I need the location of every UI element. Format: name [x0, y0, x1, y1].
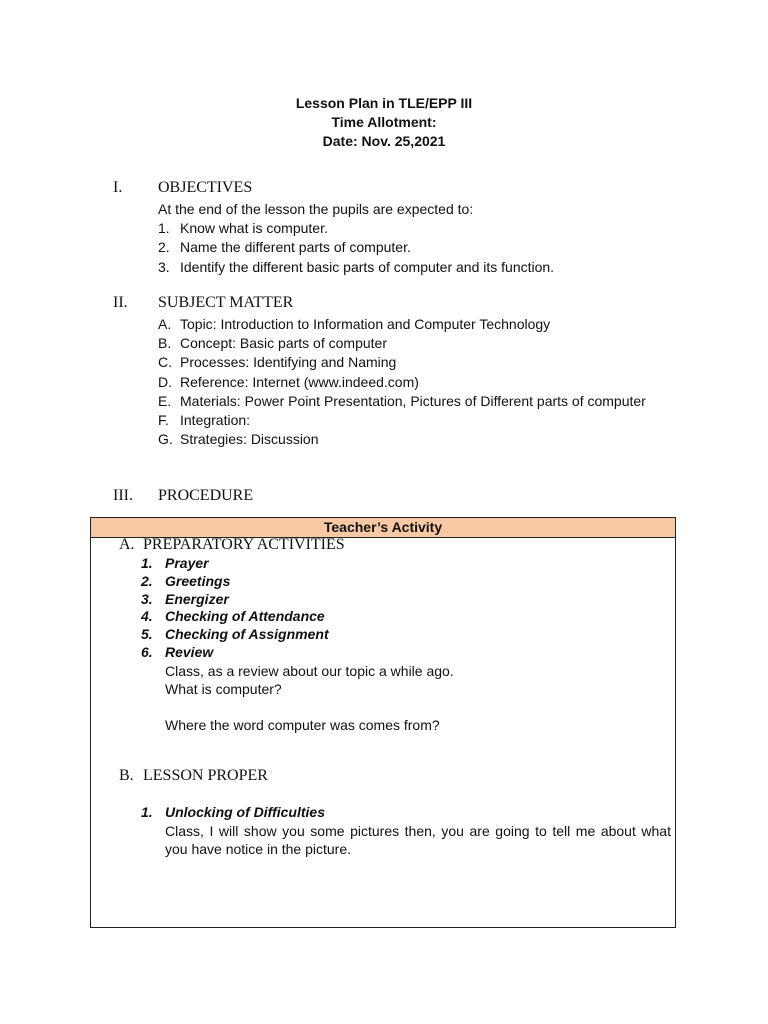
- list-item: [158, 373, 678, 392]
- section-numeral: II.: [113, 294, 128, 311]
- list-item: [158, 258, 678, 277]
- teacher-activity-table: [90, 517, 676, 928]
- list-text: Checking of Attendance: [165, 608, 325, 625]
- section-numeral: III.: [113, 487, 133, 504]
- subsection-marker: B.: [119, 767, 134, 784]
- list-marker: 5.: [141, 626, 153, 643]
- list-marker: 2.: [158, 239, 170, 256]
- time-allotment: Time Allotment:: [331, 114, 437, 130]
- list-marker: G.: [158, 431, 173, 448]
- list-marker: 1.: [141, 555, 153, 571]
- list-marker: F.: [158, 411, 169, 428]
- subsection-marker: A.: [119, 536, 135, 553]
- list-text: Processes: Identifying and Naming: [180, 354, 397, 371]
- review-text: [165, 662, 671, 734]
- objectives-heading: [113, 179, 252, 197]
- list-marker: 3.: [141, 590, 153, 607]
- preparatory-list: [141, 555, 329, 662]
- list-item: [158, 411, 678, 430]
- list-marker: 6.: [141, 643, 153, 660]
- blank-line: [165, 698, 671, 716]
- list-item: [141, 555, 329, 573]
- lesson-proper-list: [141, 804, 325, 822]
- list-text: Reference: Internet (www.indeed.com): [180, 373, 419, 390]
- subsection-title: LESSON PROPER: [143, 767, 268, 784]
- list-marker: B.: [158, 335, 172, 352]
- list-item: [158, 334, 678, 353]
- list-text: Integration:: [180, 411, 251, 428]
- list-text: Identify the different basic parts of computer and its function.: [180, 258, 555, 275]
- section-title: PROCEDURE: [158, 487, 254, 504]
- lesson-title: Lesson Plan in TLE/EPP III: [295, 95, 473, 111]
- section-title: OBJECTIVES: [158, 179, 253, 196]
- list-marker: 4.: [141, 608, 153, 625]
- list-marker: D.: [158, 373, 172, 390]
- list-text: Know what is computer.: [180, 220, 328, 237]
- list-text: Materials: Power Point Presentation, Pictures of Different parts of computer: [180, 392, 646, 409]
- list-text: Prayer: [165, 555, 209, 571]
- list-text: Review: [165, 643, 214, 660]
- review-line: Class, as a review about our topic a while ago.: [165, 663, 454, 679]
- preparatory-activities-heading: [119, 536, 345, 554]
- list-item: [141, 591, 329, 609]
- list-text: Checking of Assignment: [165, 626, 329, 643]
- list-text: Unlocking of Difficulties: [165, 804, 325, 820]
- lesson-proper-heading: [119, 767, 268, 785]
- list-marker: 1.: [158, 220, 170, 237]
- list-marker: 2.: [141, 572, 153, 589]
- section-numeral: I.: [113, 179, 123, 196]
- subject-matter-list: [158, 315, 678, 449]
- list-item: [158, 315, 678, 334]
- list-text: Topic: Introduction to Information and Computer Technology: [180, 316, 551, 332]
- list-item: [158, 430, 678, 449]
- list-marker: C.: [158, 354, 172, 371]
- list-item: [158, 353, 678, 372]
- list-marker: E.: [158, 392, 172, 409]
- section-title: SUBJECT MATTER: [158, 294, 294, 311]
- list-text: Strategies: Discussion: [180, 431, 319, 448]
- list-item: [141, 573, 329, 591]
- table-header: Teacher’s Activity: [91, 518, 675, 538]
- unlocking-paragraph: Class, I will show you some pictures then, you are going to tell me about what you have notice in the picture.: [165, 823, 671, 857]
- review-line: What is computer?: [165, 681, 282, 697]
- subject-matter-heading: [113, 294, 293, 312]
- list-item: [158, 392, 678, 411]
- list-text: Greetings: [165, 572, 231, 589]
- list-item: [141, 626, 329, 644]
- list-text: Energizer: [165, 590, 229, 607]
- lesson-date: Date: Nov. 25,2021: [322, 133, 446, 149]
- list-item: [141, 804, 325, 822]
- objectives-list: [158, 200, 678, 277]
- subsection-title: PREPARATORY ACTIVITIES: [143, 536, 345, 553]
- document-header: [0, 94, 768, 151]
- list-item: [158, 219, 678, 238]
- list-item: [141, 608, 329, 626]
- list-item: [141, 644, 329, 662]
- objectives-intro: At the end of the lesson the pupils are expected to:: [158, 201, 474, 217]
- list-marker: 3.: [158, 258, 170, 275]
- list-text: Concept: Basic parts of computer: [180, 335, 387, 352]
- list-item: [158, 238, 678, 257]
- list-text: Name the different parts of computer.: [180, 239, 411, 256]
- procedure-heading: [113, 487, 253, 505]
- list-marker: 1.: [141, 804, 153, 820]
- review-line: Where the word computer was comes from?: [165, 717, 440, 733]
- list-marker: A.: [158, 316, 172, 332]
